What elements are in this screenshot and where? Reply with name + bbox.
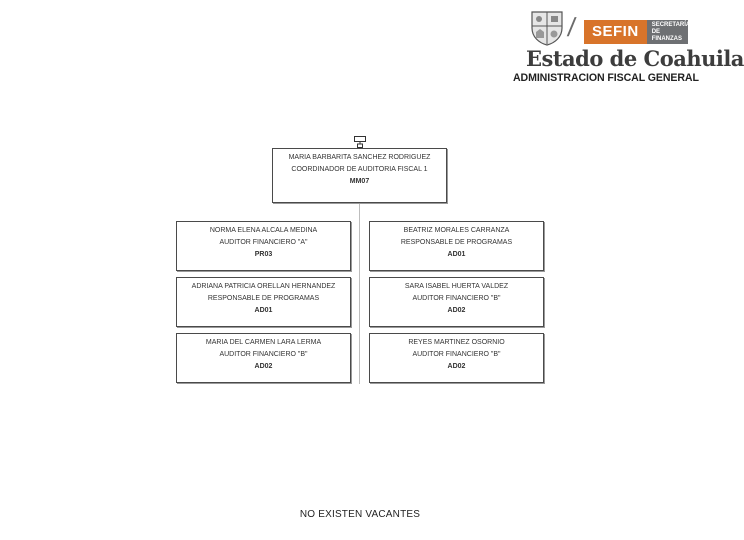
- state-seal-icon: [529, 8, 565, 46]
- node-title: COORDINADOR DE AUDITORIA FISCAL 1: [291, 166, 428, 173]
- hierarchy-anchor-icon: [354, 136, 366, 148]
- node-title: AUDITOR FINANCIERO "B": [412, 351, 501, 358]
- node-name: BEATRIZ MORALES CARRANZA: [403, 227, 510, 234]
- sefin-subtitle: SECRETARÍA DE FINANZAS: [651, 21, 691, 42]
- org-node: [176, 221, 351, 271]
- org-node-root: [272, 148, 447, 203]
- node-code: AD02: [447, 363, 466, 370]
- node-code: AD01: [254, 307, 273, 314]
- node-title: AUDITOR FINANCIERO "A": [219, 239, 308, 246]
- node-title: RESPONSABLE DE PROGRAMAS: [207, 295, 320, 302]
- node-title: RESPONSABLE DE PROGRAMAS: [400, 239, 513, 246]
- node-name: ADRIANA PATRICIA ORELLAN HERNANDEZ: [191, 283, 336, 290]
- node-code: AD01: [447, 251, 466, 258]
- node-title: AUDITOR FINANCIERO "B": [412, 295, 501, 302]
- node-name: REYES MARTINEZ OSORNIO: [408, 339, 505, 346]
- org-node: [369, 221, 544, 271]
- header-logo-block: [510, 6, 744, 86]
- node-code: PR03: [254, 251, 273, 258]
- node-name: NORMA ELENA ALCALA MEDINA: [209, 227, 318, 234]
- org-node: [176, 333, 351, 383]
- org-connector-line: [359, 203, 360, 384]
- node-code: MM07: [349, 178, 370, 185]
- logo-divider: /: [565, 12, 578, 42]
- node-name: MARIA BARBARITA SANCHEZ RODRIGUEZ: [288, 154, 431, 161]
- org-node: [369, 333, 544, 383]
- sefin-wordmark: SEFIN: [584, 20, 647, 44]
- state-name: Estado de Coahuila: [526, 46, 744, 71]
- node-name: SARA ISABEL HUERTA VALDEZ: [404, 283, 509, 290]
- org-node: [369, 277, 544, 327]
- sefin-logo: [584, 20, 691, 44]
- node-title: AUDITOR FINANCIERO "B": [219, 351, 308, 358]
- vacancy-note: NO EXISTEN VACANTES: [299, 509, 421, 520]
- org-node: [176, 277, 351, 327]
- node-code: AD02: [447, 307, 466, 314]
- node-name: MARIA DEL CARMEN LARA LERMA: [205, 339, 322, 346]
- agency-name: ADMINISTRACION FISCAL GENERAL: [513, 72, 699, 84]
- node-code: AD02: [254, 363, 273, 370]
